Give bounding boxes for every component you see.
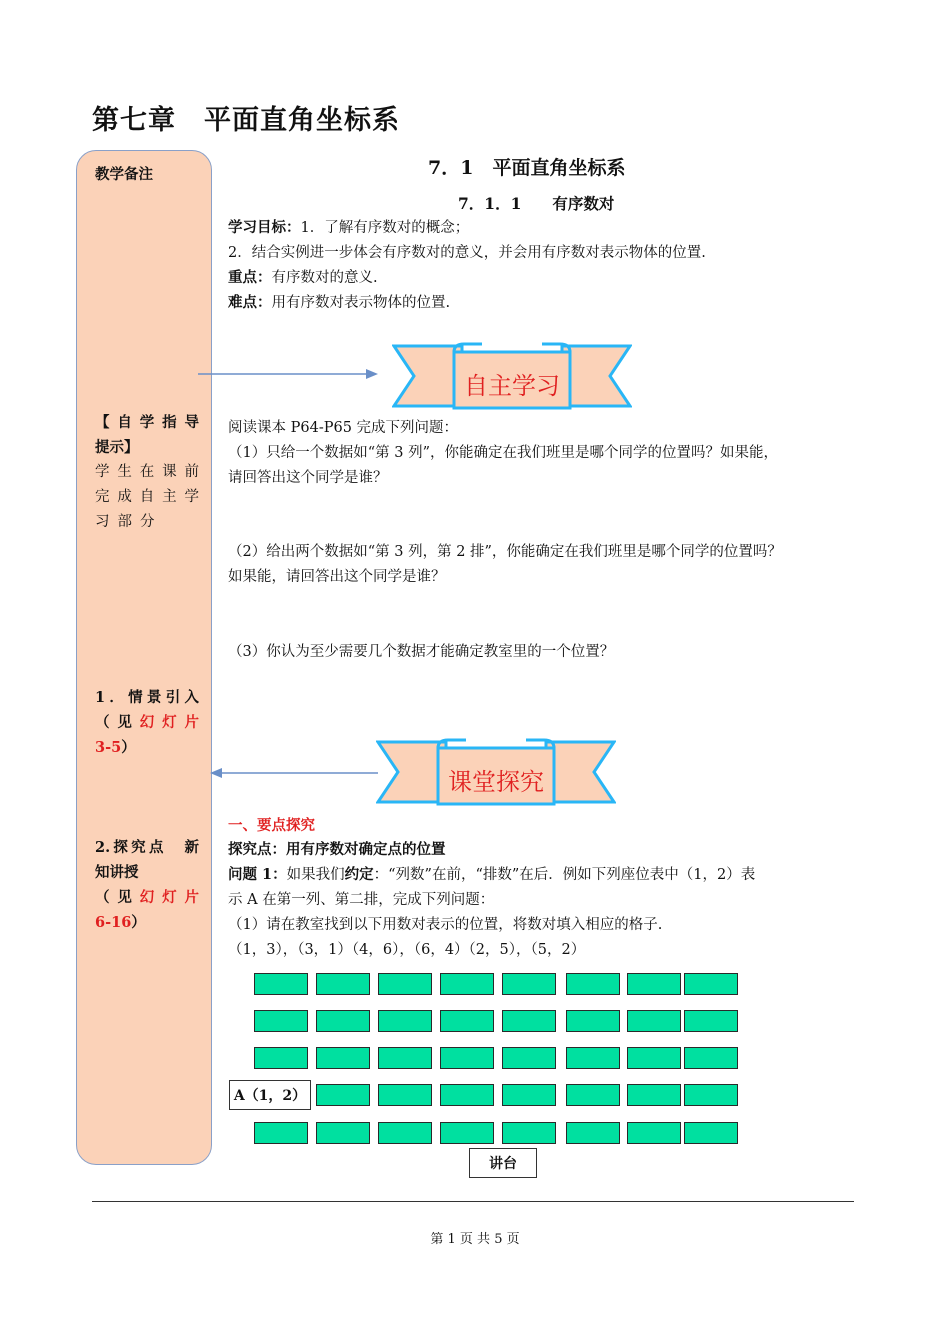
question-1-line1: （1）只给一个数据如“第 3 列”，你能确定在我们班里是哪个同学的位置吗？如果能， [228,445,778,461]
guide-body-3: 习部分 [95,514,163,530]
desk-r3-c7 [627,1047,681,1069]
desk-r5-c8 [684,1122,738,1144]
explore-ref-range: 6-16 [95,914,132,931]
explore-ref-slides: 幻灯片 [139,889,199,906]
desk-r1-c2 [316,973,370,995]
desk-r4-c8 [684,1084,738,1106]
problem-agree: 约定 [344,866,374,883]
guide-title-line2: 提示】 [95,439,139,456]
intro-ref-range: 3-5 [95,739,122,756]
explore-title-2: 知讲授 [95,864,139,881]
desk-r1-c4 [440,973,494,995]
intro-ref-slides: 幻灯片 [139,714,199,731]
desk-r4-c6 [566,1084,620,1106]
desk-r3-c4 [440,1047,494,1069]
subsection-title: 7．1．1 有序数对 [458,194,615,213]
guide-body-1: 学生在课前 [95,464,199,480]
desk-r1-c1 [254,973,308,995]
guide-body-2: 完成自主学 [95,489,199,505]
key-point [228,266,378,290]
problem-text-a: 如果我们 [286,867,345,883]
question-1-line2: 请回答出这个同学是谁？ [228,470,388,486]
question-2-line2: 如果能，请回答出这个同学是谁？ [228,569,446,585]
desk-r1-c5 [502,973,556,995]
arrow-to-sidebar [208,763,380,783]
seat-a-label: A（1，2） [229,1080,311,1110]
explore-title-1: 2.探究点 新 [95,839,199,856]
problem-label: 问题 1： [228,866,287,883]
objective-2: 2．结合实例进一步体会有序数对的意义，并会用有序数对表示物体的位置. [228,245,706,261]
problem-text-b: ：“列数”在前，“排数”在后．例如下列座位表中（1，2）表 [373,867,756,883]
intro-ref-range-line [95,735,199,760]
explore-ref-suffix: ） [131,914,146,931]
self-study-intro: 阅读课本 P64-P65 完成下列问题： [228,420,459,436]
desk-r2-c1 [254,1010,308,1032]
intro-ref-suffix: ） [121,739,136,756]
desk-r5-c4 [440,1122,494,1144]
podium-label: 讲台 [469,1148,537,1178]
difficult-point [228,291,450,315]
desk-r3-c8 [684,1047,738,1069]
desk-r4-c3 [378,1084,432,1106]
key-label: 重点： [228,269,272,286]
explore-ref-prefix: （见 [95,889,140,906]
desk-r2-c3 [378,1010,432,1032]
desk-r4-c7 [627,1084,681,1106]
desk-r2-c6 [566,1010,620,1032]
explore-ref [95,885,199,910]
objective-1: 1．了解有序数对的概念； [300,220,470,236]
desk-r4-c5 [502,1084,556,1106]
intro-ref-prefix: （见 [95,714,140,731]
desk-r3-c6 [566,1047,620,1069]
intro-ref [95,710,199,735]
key-text: 有序数对的意义. [271,270,378,286]
desk-r1-c8 [684,973,738,995]
problem-1-line2: 示 A 在第一列、第二排，完成下列问题： [228,892,495,908]
desk-r3-c3 [378,1047,432,1069]
explore-heading: 一、要点探究 [228,817,315,834]
desk-r1-c6 [566,973,620,995]
desk-r5-c1 [254,1122,308,1144]
hard-label: 难点： [228,294,272,311]
desk-r5-c7 [627,1122,681,1144]
notes-title: 教学备注 [95,166,153,183]
desk-r3-c2 [316,1047,370,1069]
hard-text: 用有序数对表示物体的位置. [271,295,451,311]
desk-r3-c1 [254,1047,308,1069]
guide-title-line1: 【自学指导 [95,414,199,431]
intro-title: 1．情景引入 [95,689,199,706]
teaching-notes-sidebar [76,150,212,1165]
desk-r3-c5 [502,1047,556,1069]
pairs-line: （1，3），（3，1）（4，6），（6，4）（2，5），（5，2） [228,942,586,958]
footer-divider [92,1201,854,1202]
arrow-to-self-study [196,364,380,384]
problem-1-line1 [228,863,755,887]
desk-r1-c7 [627,973,681,995]
objectives-label: 学习目标： [228,219,301,236]
desk-r5-c6 [566,1122,620,1144]
desk-r2-c2 [316,1010,370,1032]
question-3: （3）你认为至少需要几个数据才能确定教室里的一个位置？ [228,644,615,660]
desk-r2-c7 [627,1010,681,1032]
desk-r5-c5 [502,1122,556,1144]
class-explore-banner-text: 课堂探究 [448,768,544,796]
question-2-line1: （2）给出两个数据如“第 3 列，第 2 排”，你能确定在我们班里是哪个同学的位置吗？ [228,544,782,560]
explore-ref-range-line [95,910,199,935]
task-line: （1）请在教室找到以下用数对表示的位置，将数对填入相应的格子. [228,917,663,933]
chapter-title: 第七章 平面直角坐标系 [92,105,400,136]
desk-r1-c3 [378,973,432,995]
section-title: 7．1 平面直角坐标系 [428,157,626,179]
desk-r4-c2 [316,1084,370,1106]
desk-r2-c8 [684,1010,738,1032]
desk-r2-c5 [502,1010,556,1032]
desk-r2-c4 [440,1010,494,1032]
page-footer: 第 1 页 共 5 页 [430,1232,520,1247]
desk-r5-c3 [378,1122,432,1144]
self-study-banner-text: 自主学习 [464,372,560,400]
explore-point-title: 探究点：用有序数对确定点的位置 [228,841,446,858]
objectives-line1 [228,216,469,240]
desk-r4-c4 [440,1084,494,1106]
desk-r5-c2 [316,1122,370,1144]
